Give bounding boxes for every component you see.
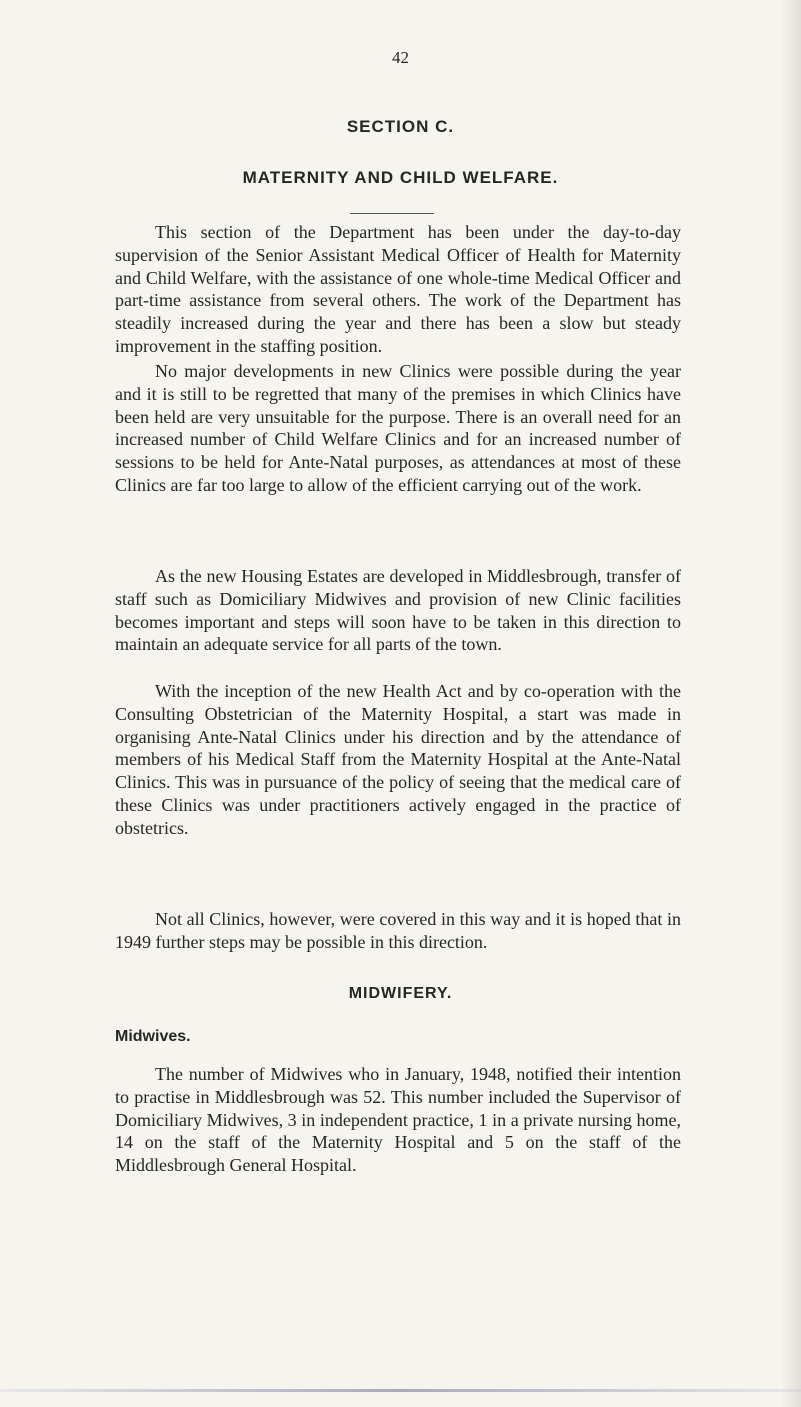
- title-divider: [350, 213, 434, 214]
- section-title: MATERNITY AND CHILD WELFARE.: [242, 168, 559, 187]
- paragraph-housing-estates: As the new Housing Estates are developed in Middlesbrough, transfer of staff such as Domiciliary Midwives and provision of new Clinic facilities becomes important and steps will soon have to be taken in this direction to maintain an adequate service for all parts of the town.: [115, 566, 681, 655]
- scan-edge-line: [0, 1389, 801, 1392]
- section-label: SECTION C.: [346, 117, 455, 136]
- paragraph-clinics: No major developments in new Clinics were possible during the year and it is still to be regretted that many of the premises in which Clinics have been held are very unsuitable for the purpose. There is an overall need for an increased number of Child Welfare Clinics and for an increased number of sessions to be held for Ante-Natal purposes, as attendances at most of these Clinics are far too large to allow of the efficient carrying out of the work.: [115, 361, 681, 495]
- paragraph-supervision: This section of the Department has been under the day-to-day supervision of the Senior Assistant Medical Officer of Health for Maternity and Child Welfare, with the assistance of one whole-time Medical Officer and part-time assistance from several others. The work of the Department has steadily increased during the year and there has been a slow but steady improvement in the staffing position.: [115, 222, 681, 356]
- paragraph-health-act: With the inception of the new Health Act and by co-operation with the Consulting Obstetrician of the Maternity Hospital, a start was made in organising Ante-Natal Clinics under his direction and by the attendance of members of his Medical Staff from the Maternity Hospital at the Ante-Natal Clinics. This was in pursuance of the policy of seeing that the medical care of these Clinics was under practitioners actively engaged in the practice of obstetrics.: [115, 681, 681, 838]
- paragraph-further-steps: Not all Clinics, however, were covered in this way and it is hoped that in 1949 further steps may be possible in this direction.: [115, 909, 681, 952]
- page-number: 42: [392, 48, 409, 67]
- midwifery-heading: MIDWIFERY.: [348, 985, 453, 1002]
- midwives-subheading: Midwives.: [115, 1028, 191, 1045]
- page-edge-shadow: [781, 0, 801, 1407]
- paragraph-midwives: The number of Midwives who in January, 1948, notified their intention to practise in Middlesbrough was 52. This number included the Supervisor of Domiciliary Midwives, 3 in independent practice, 1 in a private nursing home, 14 on the staff of the Maternity Hospital and 5 on the staff of the Middlesbrough General Hospital.: [115, 1064, 681, 1176]
